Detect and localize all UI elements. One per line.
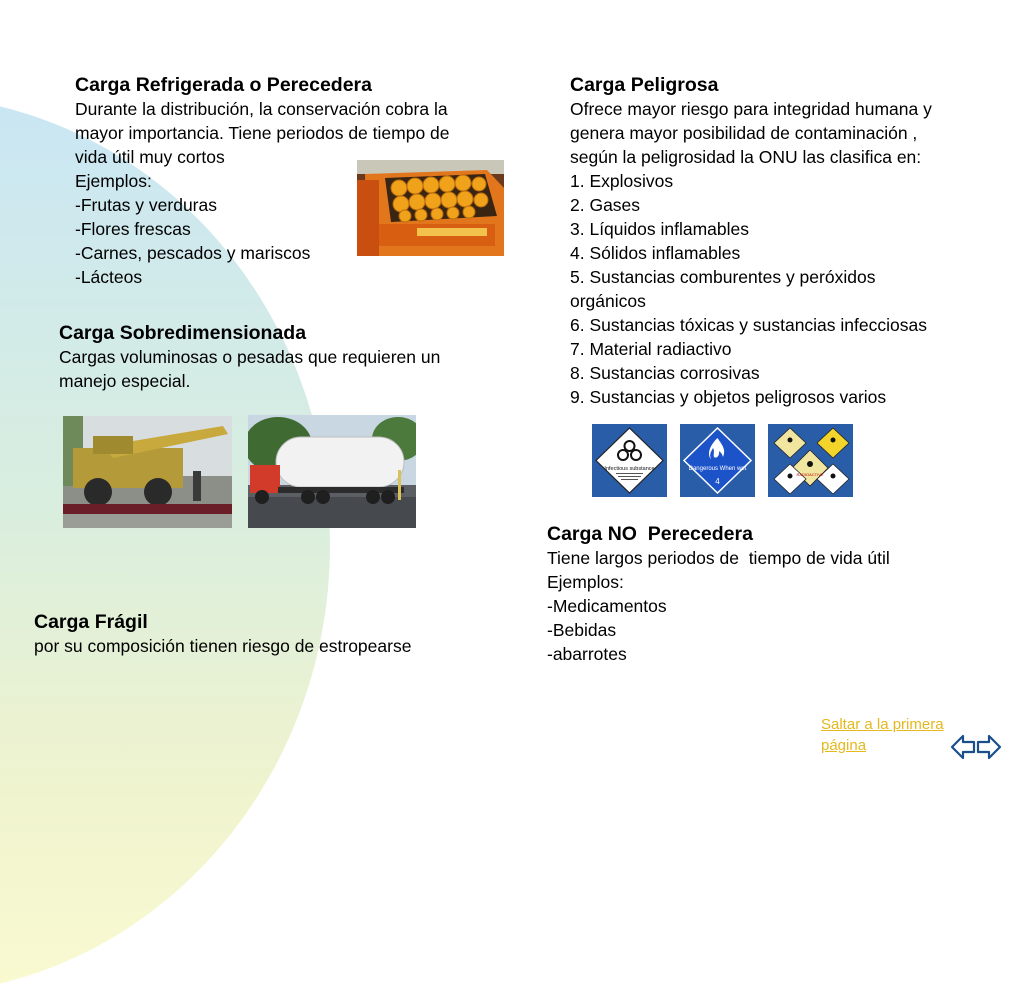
infectious-label-text: Infectious substance xyxy=(604,466,655,472)
no-perecedera-line: -Medicamentos xyxy=(547,596,667,616)
refrigerada-title: Carga Refrigerada o Perecedera xyxy=(75,74,372,96)
radioactive-label-text: RADIOACTIVE xyxy=(796,472,824,477)
peligrosa-line: 1. Explosivos xyxy=(570,171,674,191)
peligrosa-line: 4. Sólidos inflamables xyxy=(570,243,741,263)
peligrosa-section xyxy=(570,73,932,409)
peligrosa-line: 7. Material radiactivo xyxy=(570,339,732,359)
first-page-link-line: Saltar a la primera xyxy=(821,716,944,733)
no-perecedera-line: -Bebidas xyxy=(547,620,617,640)
fragil-line: por su composición tienen riesgo de estropearse xyxy=(34,636,412,656)
refrigerada-line: Durante la distribución, la conservación cobra la xyxy=(75,99,448,119)
peligrosa-line: según la peligrosidad la ONU las clasifica en: xyxy=(570,147,922,167)
no-perecedera-line: Tiene largos periodos de tiempo de vida útil xyxy=(547,548,890,568)
refrigerada-line: -Flores frescas xyxy=(75,219,191,239)
peligrosa-line: 9. Sustancias y objetos peligrosos varios xyxy=(570,387,887,407)
fruit-crate-photo xyxy=(357,160,504,256)
peligrosa-line: 2. Gases xyxy=(570,195,641,215)
sobredimensionada-section xyxy=(59,321,440,393)
sobredimensionada-line: manejo especial. xyxy=(59,371,191,391)
no-perecedera-section xyxy=(547,522,890,666)
first-page-link[interactable] xyxy=(821,714,944,756)
refrigerada-line: Ejemplos: xyxy=(75,171,152,191)
crane-truck-photo xyxy=(63,416,232,528)
no-perecedera-line: -abarrotes xyxy=(547,644,627,664)
dangerous-wet-label-text: Dangerous When wet xyxy=(688,466,747,472)
sobredimensionada-line: Cargas voluminosas o pesadas que requieren un xyxy=(59,347,441,367)
peligrosa-line: orgánicos xyxy=(570,291,646,311)
peligrosa-line: 3. Líquidos inflamables xyxy=(570,219,749,239)
fragil-section xyxy=(34,610,411,658)
radioactive-labels-icon xyxy=(768,424,853,497)
infectious-label-icon xyxy=(592,424,667,497)
refrigerada-line: vida útil muy cortos xyxy=(75,147,225,167)
peligrosa-line: Ofrece mayor riesgo para integridad humana y xyxy=(570,99,932,119)
first-page-link-line: página xyxy=(821,737,867,754)
refrigerada-line: -Lácteos xyxy=(75,267,143,287)
flammable-label-icon xyxy=(680,424,755,497)
peligrosa-line: 8. Sustancias corrosivas xyxy=(570,363,760,383)
peligrosa-title: Carga Peligrosa xyxy=(570,74,719,96)
refrigerada-line: -Frutas y verduras xyxy=(75,195,217,215)
nav-arrows-icon[interactable] xyxy=(950,732,1002,762)
sobredimensionada-title: Carga Sobredimensionada xyxy=(59,322,307,344)
no-perecedera-title: Carga NO Perecedera xyxy=(547,523,753,545)
peligrosa-line: 5. Sustancias comburentes y peróxidos xyxy=(570,267,876,287)
refrigerada-line: mayor importancia. Tiene periodos de tiempo de xyxy=(75,123,450,143)
no-perecedera-line: Ejemplos: xyxy=(547,572,624,592)
refrigerada-line: -Carnes, pescados y mariscos xyxy=(75,243,311,263)
fragil-title: Carga Frágil xyxy=(34,611,148,633)
tanker-truck-photo xyxy=(248,415,416,528)
svg-text:4: 4 xyxy=(715,477,720,486)
peligrosa-line: genera mayor posibilidad de contaminación , xyxy=(570,123,918,143)
peligrosa-line: 6. Sustancias tóxicas y sustancias infecciosas xyxy=(570,315,927,335)
